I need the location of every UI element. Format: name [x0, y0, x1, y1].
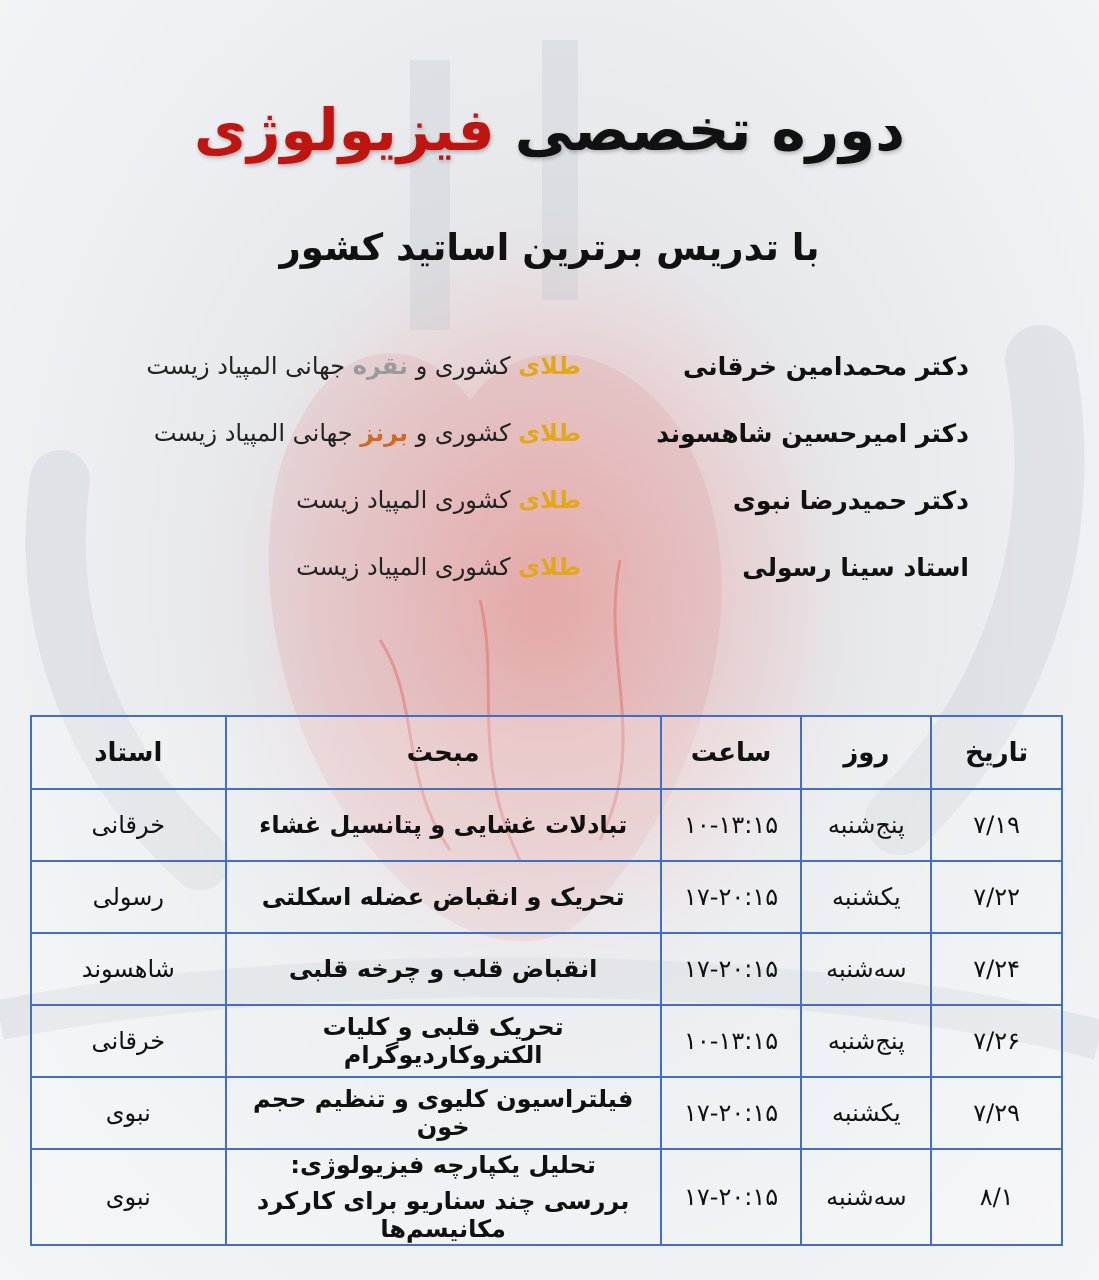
cell-time: ۱۷-۲۰:۱۵ — [661, 861, 802, 933]
description-text: جهانی المپیاد زیست — [153, 419, 361, 447]
cell-teacher: رسولی — [31, 861, 226, 933]
cell-date: ۷/۲۲ — [931, 861, 1062, 933]
gold-medal-label: طلای — [518, 352, 581, 380]
teacher-description — [154, 419, 581, 447]
teacher-description — [296, 486, 581, 514]
schedule-table — [30, 715, 1063, 1246]
cell-day: سه‌شنبه — [801, 1149, 931, 1245]
cell-day: پنج‌شنبه — [801, 789, 931, 861]
cell-day: یکشنبه — [801, 861, 931, 933]
bronze-medal-label: برنز — [360, 419, 409, 447]
cell-topic: تحریک و انقباض عضله اسکلتی — [226, 861, 661, 933]
gold-medal-label: طلای — [518, 419, 581, 447]
cell-day: سه‌شنبه — [801, 933, 931, 1005]
table-row — [31, 1077, 1062, 1149]
teacher-row — [0, 405, 1099, 472]
teacher-name: دکتر محمدامین خرقانی — [683, 352, 969, 381]
teacher-description — [296, 553, 581, 581]
cell-time: ۱۷-۲۰:۱۵ — [661, 1077, 802, 1149]
table-row — [31, 1005, 1062, 1077]
cell-date: ۸/۱ — [931, 1149, 1062, 1245]
title-accent: فیزیولوژی — [194, 96, 495, 164]
cell-date: ۷/۲۴ — [931, 933, 1062, 1005]
title-main: دوره تخصصی — [514, 96, 905, 164]
cell-time: ۱۰-۱۳:۱۵ — [661, 789, 802, 861]
gold-medal-label: طلای — [518, 486, 581, 514]
page-title — [0, 96, 1099, 164]
silver-medal-label: نقره — [352, 352, 409, 380]
cell-time: ۱۰-۱۳:۱۵ — [661, 1005, 802, 1077]
cell-teacher: نبوی — [31, 1149, 226, 1245]
cell-teacher: شاهسوند — [31, 933, 226, 1005]
cell-date: ۷/۱۹ — [931, 789, 1062, 861]
cell-day: یکشنبه — [801, 1077, 931, 1149]
cell-day: پنج‌شنبه — [801, 1005, 931, 1077]
cell-topic — [226, 1149, 661, 1245]
teacher-row — [0, 472, 1099, 539]
gold-medal-label: طلای — [518, 553, 581, 581]
cell-teacher: نبوی — [31, 1077, 226, 1149]
cell-date: ۷/۲۶ — [931, 1005, 1062, 1077]
teacher-name: استاد سینا رسولی — [742, 553, 969, 582]
header-date: تاریخ — [931, 716, 1062, 789]
table-header-row — [31, 716, 1062, 789]
page-subtitle: با تدریس برترین اساتید کشور — [279, 226, 820, 269]
table-row — [31, 789, 1062, 861]
teacher-name: دکتر حمیدرضا نبوی — [732, 486, 969, 515]
cell-time: ۱۷-۲۰:۱۵ — [661, 1149, 802, 1245]
teacher-description — [146, 352, 581, 380]
table-row — [31, 861, 1062, 933]
description-text: کشوری المپیاد زیست — [296, 553, 519, 581]
cell-date: ۷/۲۹ — [931, 1077, 1062, 1149]
teachers-list — [0, 338, 1099, 606]
cell-topic: فیلتراسیون کلیوی و تنظیم حجم خون — [226, 1077, 661, 1149]
cell-teacher: خرقانی — [31, 789, 226, 861]
teacher-name: دکتر امیرحسین شاهسوند — [656, 419, 969, 448]
description-text: کشوری و — [408, 352, 519, 380]
table-row — [31, 933, 1062, 1005]
teacher-row — [0, 338, 1099, 405]
teacher-row — [0, 539, 1099, 606]
description-text: کشوری المپیاد زیست — [296, 486, 519, 514]
description-text: کشوری و — [408, 419, 519, 447]
header-day: روز — [801, 716, 931, 789]
topic-line-1: تحلیل یکپارچه فیزیولوژی: — [290, 1151, 596, 1179]
description-text: جهانی المپیاد زیست — [146, 352, 353, 380]
cell-time: ۱۷-۲۰:۱۵ — [661, 933, 802, 1005]
header-topic: مبحث — [226, 716, 661, 789]
cell-topic: انقباض قلب و چرخه قلبی — [226, 933, 661, 1005]
cell-topic: تحریک قلبی و کلیات الکتروکاردیوگرام — [226, 1005, 661, 1077]
header-time: ساعت — [661, 716, 802, 789]
topic-line-2: بررسی چند سناریو برای کارکرد مکانیسم‌ها — [256, 1187, 630, 1243]
cell-topic: تبادلات غشایی و پتانسیل غشاء — [226, 789, 661, 861]
cell-teacher: خرقانی — [31, 1005, 226, 1077]
table-row — [31, 1149, 1062, 1245]
header-teacher: استاد — [31, 716, 226, 789]
